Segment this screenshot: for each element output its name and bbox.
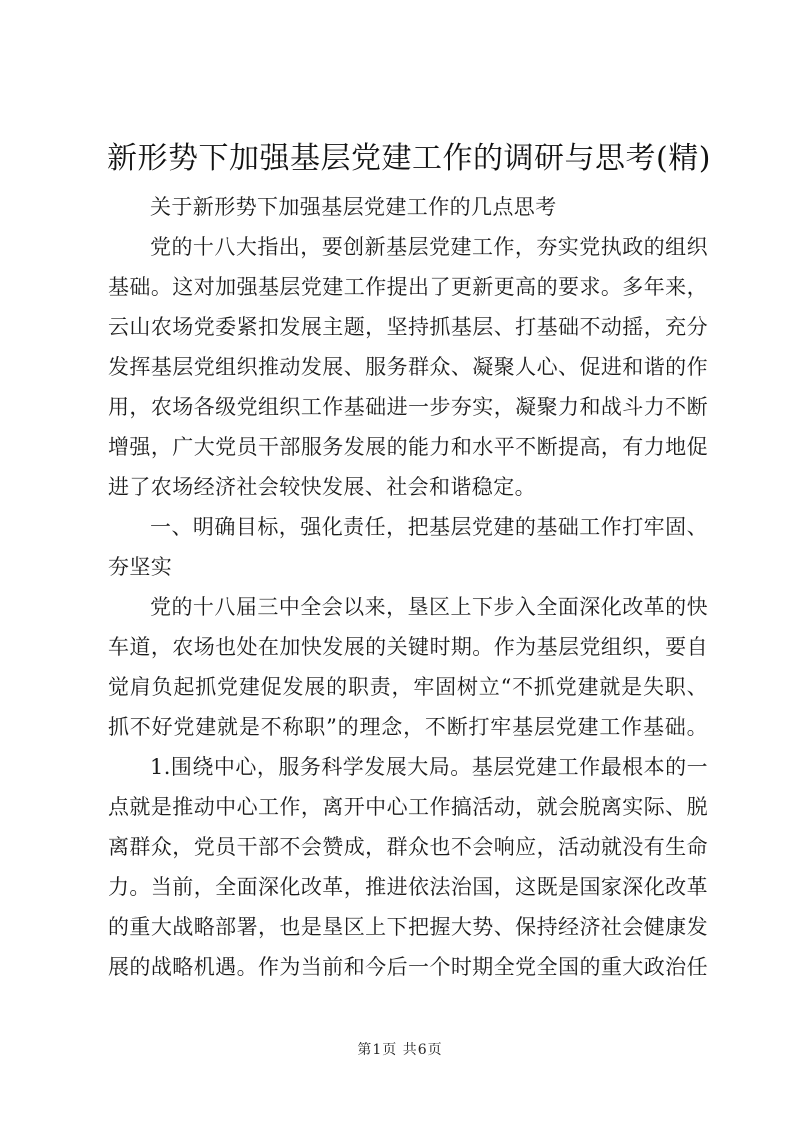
paragraph-line: 发挥基层党组织推动发展、服务群众、凝聚人心、促进和谐的作 <box>108 355 708 379</box>
paragraph-line: 觉肩负起抓党建促发展的职责，牢固树立“不抓党建就是失职、 <box>108 675 708 699</box>
paragraph-line: 基础。这对加强基层党建工作提出了更新更高的要求。多年来， <box>108 275 708 299</box>
paragraph-line: 离群众，党员干部不会赞成，群众也不会响应，活动就没有生命 <box>108 835 708 859</box>
paragraph-line: 点就是推动中心工作，离开中心工作搞活动，就会脱离实际、脱 <box>108 795 708 819</box>
paragraph-line: 抓不好党建就是不称职”的理念，不断打牢基层党建工作基础。 <box>108 715 708 739</box>
subtitle-line: 关于新形势下加强基层党建工作的几点思考 <box>150 195 557 219</box>
section-heading-line: 夯坚实 <box>108 555 173 579</box>
paragraph-line: 党的十八大指出，要创新基层党建工作，夯实党执政的组织 <box>150 235 708 259</box>
paragraph-line: 展的战略机遇。作为当前和今后一个时期全党全国的重大政治任 <box>108 955 708 979</box>
paragraph-line: 的重大战略部署，也是垦区上下把握大势、保持经济社会健康发 <box>108 915 708 939</box>
document-body <box>108 187 708 987</box>
paragraph-line: 进了农场经济社会较快发展、社会和谐稳定。 <box>108 475 536 499</box>
paragraph-line: 力。当前，全面深化改革，推进依法治国，这既是国家深化改革 <box>108 875 708 899</box>
paragraph-line: 增强，广大党员干部服务发展的能力和水平不断提高，有力地促 <box>108 435 708 459</box>
paragraph-line: 用，农场各级党组织工作基础进一步夯实，凝聚力和战斗力不断 <box>108 395 708 419</box>
page-number-footer: 第1页 共6页 <box>357 1042 443 1058</box>
paragraph-line: 云山农场党委紧扣发展主题，坚持抓基层、打基础不动摇，充分 <box>108 315 708 339</box>
paragraph-line: 车道，农场也处在加快发展的关键时期。作为基层党组织，要自 <box>108 635 708 659</box>
section-heading-line: 一、明确目标，强化责任，把基层党建的基础工作打牢固、 <box>150 515 708 539</box>
paragraph-line: 党的十八届三中全会以来，垦区上下步入全面深化改革的快 <box>150 595 708 619</box>
paragraph-line: 1.围绕中心，服务科学发展大局。基层党建工作最根本的一 <box>150 755 708 779</box>
document-title: 新形势下加强基层党建工作的调研与思考(精) <box>107 141 711 176</box>
